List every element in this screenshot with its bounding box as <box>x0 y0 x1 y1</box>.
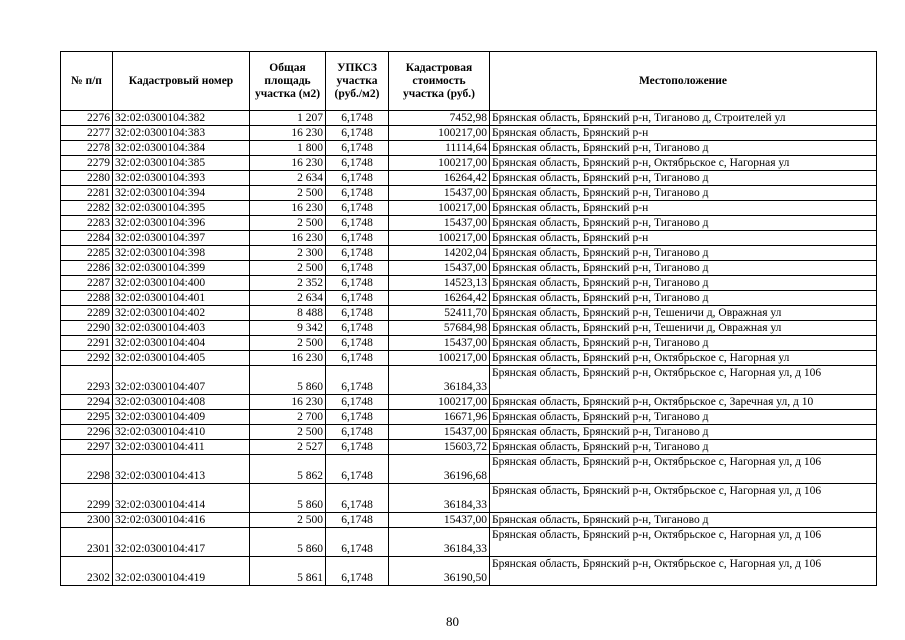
cell-upksz: 6,1748 <box>326 395 389 410</box>
header-num: № п/п <box>61 52 113 111</box>
cell-cost: 36196,68 <box>389 455 490 484</box>
cell-location: Брянская область, Брянский р-н, Тиганово д <box>490 261 877 276</box>
header-cadastral-number: Кадастровый номер <box>113 52 250 111</box>
cell-cost: 16264,42 <box>389 171 490 186</box>
cell-cadastral-number: 32:02:0300104:395 <box>113 201 250 216</box>
cell-area: 5 860 <box>250 528 326 557</box>
table-row <box>61 261 877 276</box>
cell-upksz: 6,1748 <box>326 528 389 557</box>
cell-cost: 15437,00 <box>389 261 490 276</box>
cell-upksz: 6,1748 <box>326 351 389 366</box>
cell-num: 2292 <box>61 351 113 366</box>
cell-num: 2289 <box>61 306 113 321</box>
cell-area: 9 342 <box>250 321 326 336</box>
table-row <box>61 395 877 410</box>
cell-cost: 15603,72 <box>389 440 490 455</box>
cell-num: 2283 <box>61 216 113 231</box>
cell-cost: 14523,13 <box>389 276 490 291</box>
cell-area: 16 230 <box>250 231 326 246</box>
cell-location: Брянская область, Брянский р-н, Октябрьское с, Нагорная ул, д 106 <box>490 557 877 586</box>
cell-upksz: 6,1748 <box>326 410 389 425</box>
cell-location: Брянская область, Брянский р-н, Октябрьское с, Нагорная ул, д 106 <box>490 528 877 557</box>
cell-upksz: 6,1748 <box>326 440 389 455</box>
cell-num: 2285 <box>61 246 113 261</box>
table-row <box>61 201 877 216</box>
table-row <box>61 455 877 484</box>
cell-location: Брянская область, Брянский р-н, Тешеничи д, Овражная ул <box>490 321 877 336</box>
cell-cost: 52411,70 <box>389 306 490 321</box>
cell-area: 2 634 <box>250 171 326 186</box>
cell-cost: 100217,00 <box>389 126 490 141</box>
table-row <box>61 156 877 171</box>
cell-cadastral-number: 32:02:0300104:419 <box>113 557 250 586</box>
cell-location: Брянская область, Брянский р-н, Тиганово д <box>490 171 877 186</box>
cell-cadastral-number: 32:02:0300104:394 <box>113 186 250 201</box>
cell-upksz: 6,1748 <box>326 557 389 586</box>
cell-num: 2293 <box>61 366 113 395</box>
table-body <box>61 111 877 586</box>
table-row <box>61 336 877 351</box>
cell-area: 2 500 <box>250 216 326 231</box>
cell-area: 16 230 <box>250 395 326 410</box>
cell-cadastral-number: 32:02:0300104:413 <box>113 455 250 484</box>
table-row <box>61 291 877 306</box>
cell-location: Брянская область, Брянский р-н, Тиганово д <box>490 425 877 440</box>
cell-area: 2 634 <box>250 291 326 306</box>
cell-upksz: 6,1748 <box>326 126 389 141</box>
cell-location: Брянская область, Брянский р-н, Тиганово д <box>490 141 877 156</box>
cell-location: Брянская область, Брянский р-н, Октябрьское с, Нагорная ул, д 106 <box>490 484 877 513</box>
cell-cost: 100217,00 <box>389 395 490 410</box>
table-row <box>61 484 877 513</box>
cell-upksz: 6,1748 <box>326 276 389 291</box>
cell-cost: 16671,96 <box>389 410 490 425</box>
table-row <box>61 111 877 126</box>
table-row <box>61 513 877 528</box>
cell-location: Брянская область, Брянский р-н, Тиганово д <box>490 291 877 306</box>
cell-area: 16 230 <box>250 156 326 171</box>
cell-cadastral-number: 32:02:0300104:397 <box>113 231 250 246</box>
table-row <box>61 321 877 336</box>
cell-cost: 16264,42 <box>389 291 490 306</box>
table-row <box>61 306 877 321</box>
table-row <box>61 366 877 395</box>
cell-upksz: 6,1748 <box>326 246 389 261</box>
cell-area: 2 527 <box>250 440 326 455</box>
cell-cost: 7452,98 <box>389 111 490 126</box>
cell-area: 16 230 <box>250 126 326 141</box>
cadastral-table <box>60 51 877 586</box>
cell-cost: 15437,00 <box>389 186 490 201</box>
table-row <box>61 246 877 261</box>
cell-upksz: 6,1748 <box>326 141 389 156</box>
cell-num: 2286 <box>61 261 113 276</box>
cell-upksz: 6,1748 <box>326 186 389 201</box>
cell-upksz: 6,1748 <box>326 336 389 351</box>
cell-cost: 15437,00 <box>389 513 490 528</box>
table-row <box>61 557 877 586</box>
cell-num: 2278 <box>61 141 113 156</box>
cell-upksz: 6,1748 <box>326 425 389 440</box>
cell-num: 2290 <box>61 321 113 336</box>
cell-upksz: 6,1748 <box>326 171 389 186</box>
cell-upksz: 6,1748 <box>326 201 389 216</box>
cell-upksz: 6,1748 <box>326 306 389 321</box>
cell-area: 5 862 <box>250 455 326 484</box>
cell-cadastral-number: 32:02:0300104:417 <box>113 528 250 557</box>
cell-cadastral-number: 32:02:0300104:411 <box>113 440 250 455</box>
cell-cost: 100217,00 <box>389 156 490 171</box>
cell-num: 2299 <box>61 484 113 513</box>
cell-upksz: 6,1748 <box>326 366 389 395</box>
table-row <box>61 231 877 246</box>
cell-num: 2296 <box>61 425 113 440</box>
cell-area: 2 300 <box>250 246 326 261</box>
cell-num: 2279 <box>61 156 113 171</box>
cell-location: Брянская область, Брянский р-н, Тешеничи д, Овражная ул <box>490 306 877 321</box>
table-row <box>61 141 877 156</box>
cell-num: 2287 <box>61 276 113 291</box>
cell-num: 2281 <box>61 186 113 201</box>
cell-num: 2302 <box>61 557 113 586</box>
cell-location: Брянская область, Брянский р-н, Октябрьское с, Нагорная ул <box>490 351 877 366</box>
cell-area: 1 207 <box>250 111 326 126</box>
header-area: Общая площадь участка (м2) <box>250 52 326 111</box>
cell-area: 5 860 <box>250 366 326 395</box>
cell-upksz: 6,1748 <box>326 513 389 528</box>
cell-cost: 36184,33 <box>389 528 490 557</box>
cell-location: Брянская область, Брянский р-н <box>490 231 877 246</box>
cell-area: 2 352 <box>250 276 326 291</box>
cell-cost: 11114,64 <box>389 141 490 156</box>
table-row <box>61 126 877 141</box>
cell-cadastral-number: 32:02:0300104:396 <box>113 216 250 231</box>
cell-area: 2 700 <box>250 410 326 425</box>
table-row <box>61 276 877 291</box>
cell-upksz: 6,1748 <box>326 156 389 171</box>
cell-location: Брянская область, Брянский р-н <box>490 126 877 141</box>
cell-num: 2276 <box>61 111 113 126</box>
cell-location: Брянская область, Брянский р-н <box>490 201 877 216</box>
cell-area: 5 860 <box>250 484 326 513</box>
cell-cost: 15437,00 <box>389 336 490 351</box>
cell-num: 2282 <box>61 201 113 216</box>
cell-cost: 57684,98 <box>389 321 490 336</box>
cell-num: 2297 <box>61 440 113 455</box>
cell-num: 2295 <box>61 410 113 425</box>
cell-upksz: 6,1748 <box>326 216 389 231</box>
cell-upksz: 6,1748 <box>326 261 389 276</box>
cell-cost: 15437,00 <box>389 425 490 440</box>
table-row <box>61 425 877 440</box>
cell-cost: 100217,00 <box>389 351 490 366</box>
table-row <box>61 410 877 425</box>
cell-area: 2 500 <box>250 261 326 276</box>
cell-cadastral-number: 32:02:0300104:408 <box>113 395 250 410</box>
cell-location: Брянская область, Брянский р-н, Тиганово д <box>490 246 877 261</box>
cell-cadastral-number: 32:02:0300104:405 <box>113 351 250 366</box>
cell-cost: 36184,33 <box>389 484 490 513</box>
cell-cadastral-number: 32:02:0300104:407 <box>113 366 250 395</box>
cell-location: Брянская область, Брянский р-н, Тиганово д <box>490 186 877 201</box>
cell-location: Брянская область, Брянский р-н, Тиганово д <box>490 513 877 528</box>
table-row <box>61 186 877 201</box>
cell-area: 2 500 <box>250 186 326 201</box>
cell-location: Брянская область, Брянский р-н, Тиганово д <box>490 410 877 425</box>
cell-cadastral-number: 32:02:0300104:399 <box>113 261 250 276</box>
cell-location: Брянская область, Брянский р-н, Октябрьское с, Нагорная ул, д 106 <box>490 455 877 484</box>
cell-cadastral-number: 32:02:0300104:414 <box>113 484 250 513</box>
cell-cadastral-number: 32:02:0300104:404 <box>113 336 250 351</box>
cell-upksz: 6,1748 <box>326 291 389 306</box>
cell-upksz: 6,1748 <box>326 231 389 246</box>
cell-cadastral-number: 32:02:0300104:384 <box>113 141 250 156</box>
cell-num: 2298 <box>61 455 113 484</box>
cell-area: 2 500 <box>250 425 326 440</box>
table-row <box>61 216 877 231</box>
page-number: 80 <box>446 614 459 629</box>
cell-num: 2301 <box>61 528 113 557</box>
cell-location: Брянская область, Брянский р-н, Тиганово д <box>490 336 877 351</box>
cell-location: Брянская область, Брянский р-н, Октябрьское с, Нагорная ул, д 106 <box>490 366 877 395</box>
cell-cadastral-number: 32:02:0300104:383 <box>113 126 250 141</box>
cell-num: 2277 <box>61 126 113 141</box>
cell-area: 2 500 <box>250 513 326 528</box>
cell-location: Брянская область, Брянский р-н, Тиганово д <box>490 440 877 455</box>
table-row <box>61 440 877 455</box>
cell-location: Брянская область, Брянский р-н, Тиганово д, Строителей ул <box>490 111 877 126</box>
cell-num: 2284 <box>61 231 113 246</box>
cell-upksz: 6,1748 <box>326 111 389 126</box>
cell-location: Брянская область, Брянский р-н, Октябрьское с, Заречная ул, д 10 <box>490 395 877 410</box>
cell-num: 2291 <box>61 336 113 351</box>
cell-area: 1 800 <box>250 141 326 156</box>
cell-num: 2280 <box>61 171 113 186</box>
cell-cost: 100217,00 <box>389 231 490 246</box>
cell-cost: 14202,04 <box>389 246 490 261</box>
cell-cost: 15437,00 <box>389 216 490 231</box>
cell-location: Брянская область, Брянский р-н, Тиганово д <box>490 216 877 231</box>
cell-area: 16 230 <box>250 201 326 216</box>
header-upksz: УПКСЗ участка (руб./м2) <box>326 52 389 111</box>
cell-cost: 100217,00 <box>389 201 490 216</box>
cell-num: 2288 <box>61 291 113 306</box>
cell-area: 5 861 <box>250 557 326 586</box>
cell-cadastral-number: 32:02:0300104:385 <box>113 156 250 171</box>
header-location: Местоположение <box>490 52 877 111</box>
cell-cadastral-number: 32:02:0300104:402 <box>113 306 250 321</box>
header-cost: Кадастровая стоимость участка (руб.) <box>389 52 490 111</box>
cell-location: Брянская область, Брянский р-н, Тиганово д <box>490 276 877 291</box>
table-row <box>61 171 877 186</box>
cell-cadastral-number: 32:02:0300104:403 <box>113 321 250 336</box>
cell-num: 2294 <box>61 395 113 410</box>
cell-location: Брянская область, Брянский р-н, Октябрьское с, Нагорная ул <box>490 156 877 171</box>
cell-cadastral-number: 32:02:0300104:401 <box>113 291 250 306</box>
cell-num: 2300 <box>61 513 113 528</box>
cell-cadastral-number: 32:02:0300104:409 <box>113 410 250 425</box>
cell-cadastral-number: 32:02:0300104:382 <box>113 111 250 126</box>
cell-area: 2 500 <box>250 336 326 351</box>
cell-cadastral-number: 32:02:0300104:400 <box>113 276 250 291</box>
table-header <box>61 52 877 111</box>
table-row <box>61 528 877 557</box>
cell-upksz: 6,1748 <box>326 321 389 336</box>
table-row <box>61 351 877 366</box>
cell-cadastral-number: 32:02:0300104:416 <box>113 513 250 528</box>
cell-cost: 36184,33 <box>389 366 490 395</box>
cell-cadastral-number: 32:02:0300104:398 <box>113 246 250 261</box>
cell-cost: 36190,50 <box>389 557 490 586</box>
cell-area: 16 230 <box>250 351 326 366</box>
cell-area: 8 488 <box>250 306 326 321</box>
cell-cadastral-number: 32:02:0300104:393 <box>113 171 250 186</box>
cell-upksz: 6,1748 <box>326 455 389 484</box>
cell-cadastral-number: 32:02:0300104:410 <box>113 425 250 440</box>
cell-upksz: 6,1748 <box>326 484 389 513</box>
